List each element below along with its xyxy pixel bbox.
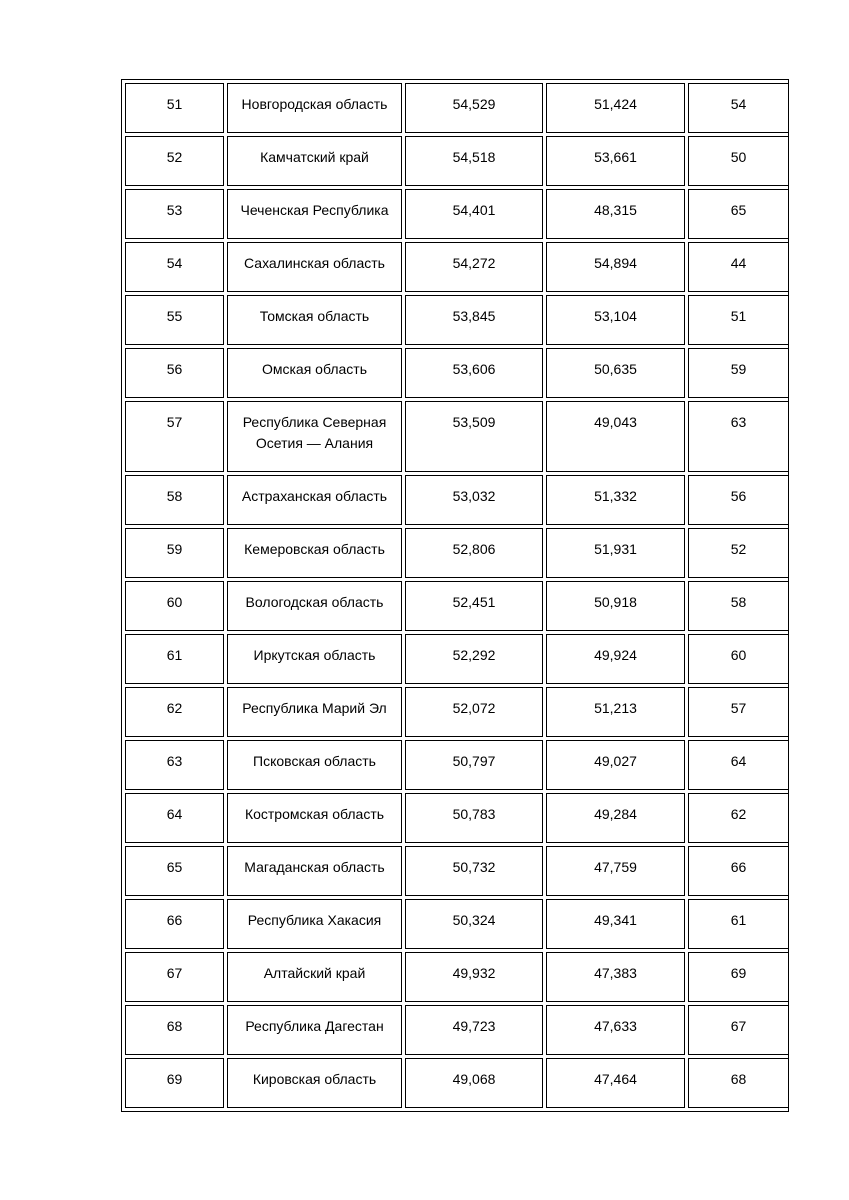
value-current-cell: 50,324 bbox=[405, 899, 543, 949]
table-row bbox=[125, 528, 789, 578]
table-row bbox=[125, 189, 789, 239]
rank-cell: 68 bbox=[125, 1005, 224, 1055]
value-current-cell: 52,292 bbox=[405, 634, 543, 684]
region-name-cell: Томская область bbox=[227, 295, 402, 345]
value-current-cell: 54,518 bbox=[405, 136, 543, 186]
value-current-cell: 52,806 bbox=[405, 528, 543, 578]
value-previous-cell: 51,424 bbox=[546, 83, 685, 133]
rank-cell: 56 bbox=[125, 348, 224, 398]
rank-cell: 61 bbox=[125, 634, 224, 684]
value-previous-cell: 47,383 bbox=[546, 952, 685, 1002]
table-row bbox=[125, 401, 789, 472]
region-name-cell: Алтайский край bbox=[227, 952, 402, 1002]
previous-rank-cell: 56 bbox=[688, 475, 789, 525]
value-previous-cell: 53,661 bbox=[546, 136, 685, 186]
value-previous-cell: 53,104 bbox=[546, 295, 685, 345]
value-current-cell: 52,451 bbox=[405, 581, 543, 631]
value-current-cell: 53,606 bbox=[405, 348, 543, 398]
previous-rank-cell: 57 bbox=[688, 687, 789, 737]
region-name-cell: Вологодская область bbox=[227, 581, 402, 631]
rank-cell: 59 bbox=[125, 528, 224, 578]
region-name-cell: Омская область bbox=[227, 348, 402, 398]
value-previous-cell: 47,633 bbox=[546, 1005, 685, 1055]
rank-cell: 65 bbox=[125, 846, 224, 896]
value-current-cell: 50,797 bbox=[405, 740, 543, 790]
rating-table bbox=[122, 80, 792, 1111]
value-current-cell: 49,932 bbox=[405, 952, 543, 1002]
table-row bbox=[125, 740, 789, 790]
table-row bbox=[125, 899, 789, 949]
rank-cell: 51 bbox=[125, 83, 224, 133]
previous-rank-cell: 64 bbox=[688, 740, 789, 790]
value-current-cell: 52,072 bbox=[405, 687, 543, 737]
table-body bbox=[125, 83, 789, 1108]
value-previous-cell: 47,464 bbox=[546, 1058, 685, 1108]
rank-cell: 67 bbox=[125, 952, 224, 1002]
region-name-cell: Республика Марий Эл bbox=[227, 687, 402, 737]
table-row bbox=[125, 952, 789, 1002]
value-current-cell: 54,272 bbox=[405, 242, 543, 292]
rank-cell: 53 bbox=[125, 189, 224, 239]
region-name-cell: Кемеровская область bbox=[227, 528, 402, 578]
previous-rank-cell: 66 bbox=[688, 846, 789, 896]
value-current-cell: 54,529 bbox=[405, 83, 543, 133]
value-previous-cell: 48,315 bbox=[546, 189, 685, 239]
previous-rank-cell: 63 bbox=[688, 401, 789, 472]
rank-cell: 52 bbox=[125, 136, 224, 186]
previous-rank-cell: 69 bbox=[688, 952, 789, 1002]
previous-rank-cell: 51 bbox=[688, 295, 789, 345]
region-name-cell: Костромская область bbox=[227, 793, 402, 843]
region-name-cell: Республика Дагестан bbox=[227, 1005, 402, 1055]
value-current-cell: 54,401 bbox=[405, 189, 543, 239]
region-name-cell: Республика Хакасия bbox=[227, 899, 402, 949]
value-previous-cell: 49,027 bbox=[546, 740, 685, 790]
value-current-cell: 53,509 bbox=[405, 401, 543, 472]
region-name-cell: Камчатский край bbox=[227, 136, 402, 186]
region-name-cell: Кировская область bbox=[227, 1058, 402, 1108]
table-row bbox=[125, 793, 789, 843]
value-current-cell: 50,732 bbox=[405, 846, 543, 896]
rank-cell: 69 bbox=[125, 1058, 224, 1108]
previous-rank-cell: 67 bbox=[688, 1005, 789, 1055]
rank-cell: 64 bbox=[125, 793, 224, 843]
previous-rank-cell: 52 bbox=[688, 528, 789, 578]
table-row bbox=[125, 242, 789, 292]
region-name-cell: Псковская область bbox=[227, 740, 402, 790]
value-previous-cell: 50,635 bbox=[546, 348, 685, 398]
rank-cell: 57 bbox=[125, 401, 224, 472]
region-name-cell: Магаданская область bbox=[227, 846, 402, 896]
value-previous-cell: 49,284 bbox=[546, 793, 685, 843]
region-name-cell: Астраханская область bbox=[227, 475, 402, 525]
table-row bbox=[125, 475, 789, 525]
previous-rank-cell: 50 bbox=[688, 136, 789, 186]
region-name-cell: Сахалинская область bbox=[227, 242, 402, 292]
value-previous-cell: 49,924 bbox=[546, 634, 685, 684]
value-previous-cell: 47,759 bbox=[546, 846, 685, 896]
table-row bbox=[125, 348, 789, 398]
rank-cell: 63 bbox=[125, 740, 224, 790]
rank-cell: 62 bbox=[125, 687, 224, 737]
value-current-cell: 53,032 bbox=[405, 475, 543, 525]
value-current-cell: 49,723 bbox=[405, 1005, 543, 1055]
value-previous-cell: 49,043 bbox=[546, 401, 685, 472]
previous-rank-cell: 44 bbox=[688, 242, 789, 292]
table-row bbox=[125, 687, 789, 737]
previous-rank-cell: 60 bbox=[688, 634, 789, 684]
region-name-cell: Чеченская Республика bbox=[227, 189, 402, 239]
region-name-cell: Республика Северная Осетия — Алания bbox=[227, 401, 402, 472]
table-row bbox=[125, 1058, 789, 1108]
region-name-cell: Иркутская область bbox=[227, 634, 402, 684]
rank-cell: 58 bbox=[125, 475, 224, 525]
value-previous-cell: 51,213 bbox=[546, 687, 685, 737]
rating-table-frame bbox=[121, 79, 789, 1112]
value-current-cell: 50,783 bbox=[405, 793, 543, 843]
value-current-cell: 49,068 bbox=[405, 1058, 543, 1108]
table-row bbox=[125, 295, 789, 345]
rank-cell: 55 bbox=[125, 295, 224, 345]
previous-rank-cell: 68 bbox=[688, 1058, 789, 1108]
value-previous-cell: 50,918 bbox=[546, 581, 685, 631]
rank-cell: 54 bbox=[125, 242, 224, 292]
rank-cell: 60 bbox=[125, 581, 224, 631]
value-previous-cell: 49,341 bbox=[546, 899, 685, 949]
table-row bbox=[125, 581, 789, 631]
table-row bbox=[125, 136, 789, 186]
table-row bbox=[125, 634, 789, 684]
previous-rank-cell: 58 bbox=[688, 581, 789, 631]
previous-rank-cell: 61 bbox=[688, 899, 789, 949]
value-current-cell: 53,845 bbox=[405, 295, 543, 345]
region-name-cell: Новгородская область bbox=[227, 83, 402, 133]
previous-rank-cell: 65 bbox=[688, 189, 789, 239]
table-row bbox=[125, 1005, 789, 1055]
value-previous-cell: 51,931 bbox=[546, 528, 685, 578]
table-row bbox=[125, 83, 789, 133]
previous-rank-cell: 62 bbox=[688, 793, 789, 843]
value-previous-cell: 51,332 bbox=[546, 475, 685, 525]
rank-cell: 66 bbox=[125, 899, 224, 949]
previous-rank-cell: 59 bbox=[688, 348, 789, 398]
table-row bbox=[125, 846, 789, 896]
value-previous-cell: 54,894 bbox=[546, 242, 685, 292]
previous-rank-cell: 54 bbox=[688, 83, 789, 133]
